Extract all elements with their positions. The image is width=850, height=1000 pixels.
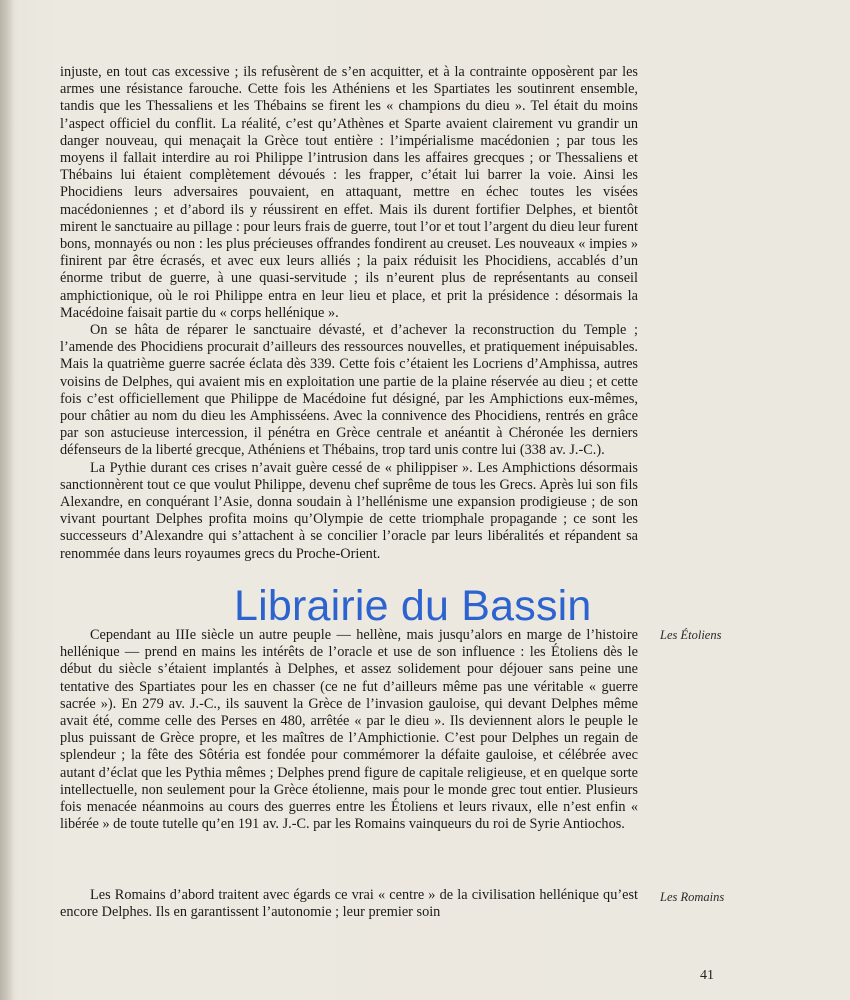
text-block-1 (60, 64, 638, 563)
paragraph-pythie: La Pythie durant ces crises n’avait guère cessé de « philippiser ». Les Amphictions désormais sanctionnèrent tout ce que voulut Philippe, devenu chef suprême de tous les Grecs. Après lui son fils Alexandre, en conquérant l’Asie, donna soudain à l’hellénisme une expansion prodigieuse ; de son vivant pourtant Delphes profita moins qu’Olympie de cette triomphale propagande ; ce sont les successeurs d’Alexandre qui s’attachent à se concilier l’oracle par leurs libéralités et répandent sa renommée dans leurs royaumes grecs du Proche-Orient. (60, 459, 638, 562)
text-block-2 (60, 627, 638, 833)
paragraph-phocidiens: injuste, en tout cas excessive ; ils refusèrent de s’en acquitter, et à la contrainte opposèrent par les armes une résistance farouche. Cette fois les Athéniens et les Spartiates les soutinrent ensemble, tandis que les Thessaliens et les Thébains se firent les « champions du dieu ». Tel était du moins l’aspect officiel du conflit. La réalité, c’est qu’Athènes et Sparte avaient clairement vu grandir un danger nouveau, qui menaçait la Grèce tout entière : l’impérialisme macédonien ; par tous les moyens il fallait interdire au roi Philippe l’intrusion dans les affaires grecques ; or Thessaliens et Thébains lui étaient complètement dévoués : les frapper, c’était lui barrer la voie. Ainsi les Phocidiens leurs adversaires pouvaient, en attaquant, mettre en échec toutes les visées macédoniennes ; et d’abord ils y réussirent en effet. Mais ils durent fortifier Delphes, et bientôt mirent le sanctuaire au pillage : pour leurs frais de guerre, tout l’or et tout l’argent du dieu leur furent bons, monnayés ou non : les plus précieuses offrandes fondirent au creuset. Les nouveaux « impies » finirent par être écrasés, et avec eux leurs alliés ; la paix réduisit les Phocidiens, accablés d’un énorme tribut de guerre, à une quasi-servitude ; ils n’eurent plus de représentants au conseil amphictionique, où le roi Philippe entra en leur lieu et place, et prit la présidence : désormais la Macédoine faisait partie du « corps hellénique ». (60, 64, 638, 321)
text-block-3 (60, 887, 638, 921)
margin-note-romains: Les Romains (660, 890, 725, 904)
page-gutter-shadow (0, 0, 14, 1000)
paragraph-etoliens: Cependant au IIIe siècle un autre peuple — hellène, mais jusqu’alors en marge de l’histoire hellénique — prend en mains les intérêts de l’oracle et use de son influence : les Étoliens dès le début du siècle s’étaient implantés à Delphes, et assez solidement pour déjouer sans peine une tentative des Spartiates pour les en chasser (ce ne fut d’ailleurs même pas une véritable « guerre sacrée »). En 279 av. J.-C., ils sauvent la Grèce de l’invasion gauloise, qui devant Delphes même avait été, comme celle des Perses en 480, arrêtée « par le dieu ». Ils deviennent alors le peuple le plus puissant de Grèce propre, et les maîtres de l’Amphictionie. C’est pour Delphes un regain de splendeur ; la fête des Sôtéria est fondée pour commémorer la défaite gauloise, et célébrée avec autant d’éclat que les Pythia mêmes ; Delphes prend figure de capitale religieuse, et en quelque sorte intellectuelle, non seulement pour la Grèce étolienne, mais pour le monde grec tout entier. Plusieurs fois menacée néanmoins au cours des guerres entre les Étoliens et leurs rivaux, elle n’est enfin « libérée » de toute tutelle qu’en 191 av. J.-C. par les Romains vainqueurs du roi de Syrie Antiochos. (60, 627, 638, 833)
watermark-logo: Librairie du Bassin (234, 582, 592, 630)
paragraph-quatrieme-guerre: On se hâta de réparer le sanctuaire dévasté, et d’achever la reconstruction du Temple ; l’amende des Phocidiens procurait d’ailleurs des ressources nouvelles, et pratiquement inépuisables. Mais la quatrième guerre sacrée éclata dès 339. Cette fois c’étaient les Locriens d’Amphissa, autres voisins de Delphes, qui avaient mis en exploitation une partie de la plaine réservée au dieu ; et cette fois c’est officiellement que Philippe de Macédoine fut désigné, par les Amphictions eux-mêmes, pour châtier au nom du dieu les Amphisséens. Avec la connivence des Phocidiens, rentrés en grâce par son astucieuse intercession, il pénétra en Grèce centrale et anéantit à Chéronée les derniers défenseurs de la liberté grecque, Athéniens et Thébains, trop tard unis contre lui (338 av. J.-C.). (60, 322, 638, 459)
margin-note-etoliens: Les Étoliens (660, 628, 722, 642)
paragraph-romains: Les Romains d’abord traitent avec égards ce vrai « centre » de la civilisation hellénique qu’est encore Delphes. Ils en garantissent l’autonomie ; leur premier soin (60, 887, 638, 921)
page-number: 41 (700, 968, 714, 983)
